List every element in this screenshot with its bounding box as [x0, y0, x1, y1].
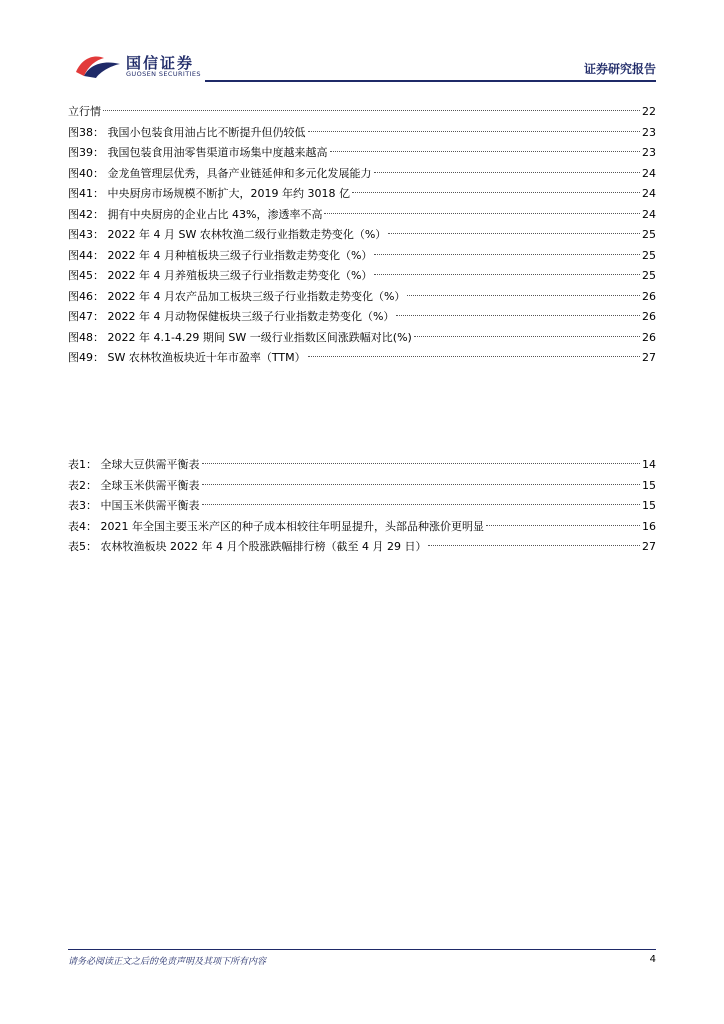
toc-figure-entry-page: 24 — [642, 166, 656, 180]
toc-figure-entry[interactable] — [68, 123, 656, 143]
toc-figure-entry[interactable] — [68, 102, 656, 122]
leader-dots — [374, 274, 640, 275]
toc-figure-entry[interactable] — [68, 328, 656, 348]
toc-figure-entry[interactable] — [68, 266, 656, 286]
footer-divider — [68, 949, 656, 950]
toc-figure-entry-page: 26 — [642, 289, 656, 303]
toc-figure-entry-label: 图44： 2022 年 4 月种植板块三级子行业指数走势变化（%） — [68, 248, 373, 262]
toc-figure-entry-page: 23 — [642, 146, 656, 159]
toc-figure-entry-page: 24 — [642, 187, 656, 200]
toc-figure-entry-label: 图38： 我国小包装食用油占比不断提升但仍较低 — [68, 125, 306, 139]
toc-figure-entry-label: 图43： 2022 年 4 月 SW 农林牧渔二级行业指数走势变化（%） — [68, 228, 387, 241]
leader-dots — [330, 151, 641, 152]
report-type-label: 证券研究报告 — [583, 62, 656, 76]
toc-figure-entry-label: 图40： 金龙鱼管理层优秀，具备产业链延伸和多元化发展能力 — [68, 166, 372, 180]
page-number: 4 — [649, 954, 656, 965]
toc-table-entry-page: 15 — [642, 478, 656, 492]
leader-dots — [486, 525, 640, 526]
leader-dots — [308, 356, 640, 357]
logo-text-en: GUOSEN SECURITIES — [126, 70, 201, 78]
toc-figure-entry-page: 24 — [642, 207, 656, 221]
toc-table-entry-page: 16 — [642, 519, 656, 533]
toc-table-entry-page: 27 — [642, 540, 656, 553]
toc-table-entry[interactable] — [68, 476, 656, 496]
leader-dots — [202, 484, 641, 485]
leader-dots — [396, 315, 640, 316]
toc-table-entry-page: 14 — [642, 458, 656, 471]
toc-figure-entry-label: 图47： 2022 年 4 月动物保健板块三级子行业指数走势变化（%） — [68, 310, 395, 323]
toc-table-entry-label: 表4： 2021 年全国主要玉米产区的种子成本相较往年明显提升，头部品种涨价更明显 — [68, 519, 484, 533]
toc-figure-entry[interactable] — [68, 205, 656, 225]
toc-table-entry-label: 表1： 全球大豆供需平衡表 — [68, 458, 200, 471]
leader-dots — [428, 545, 640, 546]
leader-dots — [407, 295, 640, 296]
toc-table-entry[interactable] — [68, 517, 656, 537]
leader-dots — [202, 504, 641, 505]
toc-table-entry-page: 15 — [642, 499, 656, 512]
toc-figure-entry[interactable] — [68, 225, 656, 245]
page-header — [0, 0, 724, 92]
toc-figure-entry-page: 25 — [642, 269, 656, 282]
header-divider — [205, 80, 656, 82]
leader-dots — [202, 463, 641, 464]
toc-figure-entry-label: 图41： 中央厨房市场规模不断扩大，2019 年约 3018 亿 — [68, 187, 350, 200]
toc-figure-entry[interactable] — [68, 143, 656, 163]
toc-figure-entry[interactable] — [68, 287, 656, 307]
leader-dots — [374, 172, 641, 173]
toc-table-entry[interactable] — [68, 455, 656, 475]
toc-figure-entry-label: 图49： SW 农林牧渔板块近十年市盈率（TTM） — [68, 351, 306, 364]
toc-figure-entry-page: 25 — [642, 228, 656, 241]
leader-dots — [352, 192, 640, 193]
toc-figure-entry-label: 立行情 — [68, 105, 101, 118]
toc-table-entry[interactable] — [68, 537, 656, 557]
toc-figure-entry[interactable] — [68, 184, 656, 204]
toc-figure-entry-page: 25 — [642, 248, 656, 262]
leader-dots — [414, 336, 640, 337]
toc-table-entry-label: 表3： 中国玉米供需平衡表 — [68, 499, 200, 512]
toc-figure-entry-page: 23 — [642, 125, 656, 139]
footer-disclaimer: 请务必阅读正文之后的免责声明及其项下所有内容 — [68, 957, 267, 967]
toc-figure-entry-label: 图48： 2022 年 4.1-4.29 期间 SW 一级行业指数区间涨跌幅对比(%) — [68, 330, 412, 344]
leader-dots — [374, 254, 640, 255]
toc-figure-entry-page: 26 — [642, 310, 656, 323]
toc-figure-entry-page: 27 — [642, 351, 656, 364]
toc-table-entry-label: 表2： 全球玉米供需平衡表 — [68, 478, 200, 492]
toc-figure-entry[interactable] — [68, 307, 656, 327]
guosen-logo — [74, 50, 204, 84]
toc-figure-entry-page: 26 — [642, 330, 656, 344]
leader-dots — [308, 131, 641, 132]
leader-dots — [324, 213, 640, 214]
toc-figure-entry-label: 图42： 拥有中央厨房的企业占比 43%，渗透率不高 — [68, 207, 323, 221]
toc-table-entry[interactable] — [68, 496, 656, 516]
toc-figure-entry[interactable] — [68, 348, 656, 368]
guosen-logo-icon — [74, 50, 122, 80]
leader-dots — [103, 110, 640, 111]
toc-figure-entry-label: 图46： 2022 年 4 月农产品加工板块三级子行业指数走势变化（%） — [68, 289, 406, 303]
toc-figure-entry[interactable] — [68, 246, 656, 266]
leader-dots — [388, 233, 640, 234]
toc-figure-entry-label: 图45： 2022 年 4 月养殖板块三级子行业指数走势变化（%） — [68, 269, 373, 282]
toc-figure-entry-page: 22 — [642, 105, 656, 118]
logo-text-cn: 国信证券 — [126, 54, 195, 72]
toc-table-entry-label: 表5： 农林牧渔板块 2022 年 4 月个股涨跌幅排行榜（截至 4 月 29 日） — [68, 540, 427, 553]
toc-figure-entry-label: 图39： 我国包装食用油零售渠道市场集中度越来越高 — [68, 146, 328, 159]
toc-figure-entry[interactable] — [68, 164, 656, 184]
